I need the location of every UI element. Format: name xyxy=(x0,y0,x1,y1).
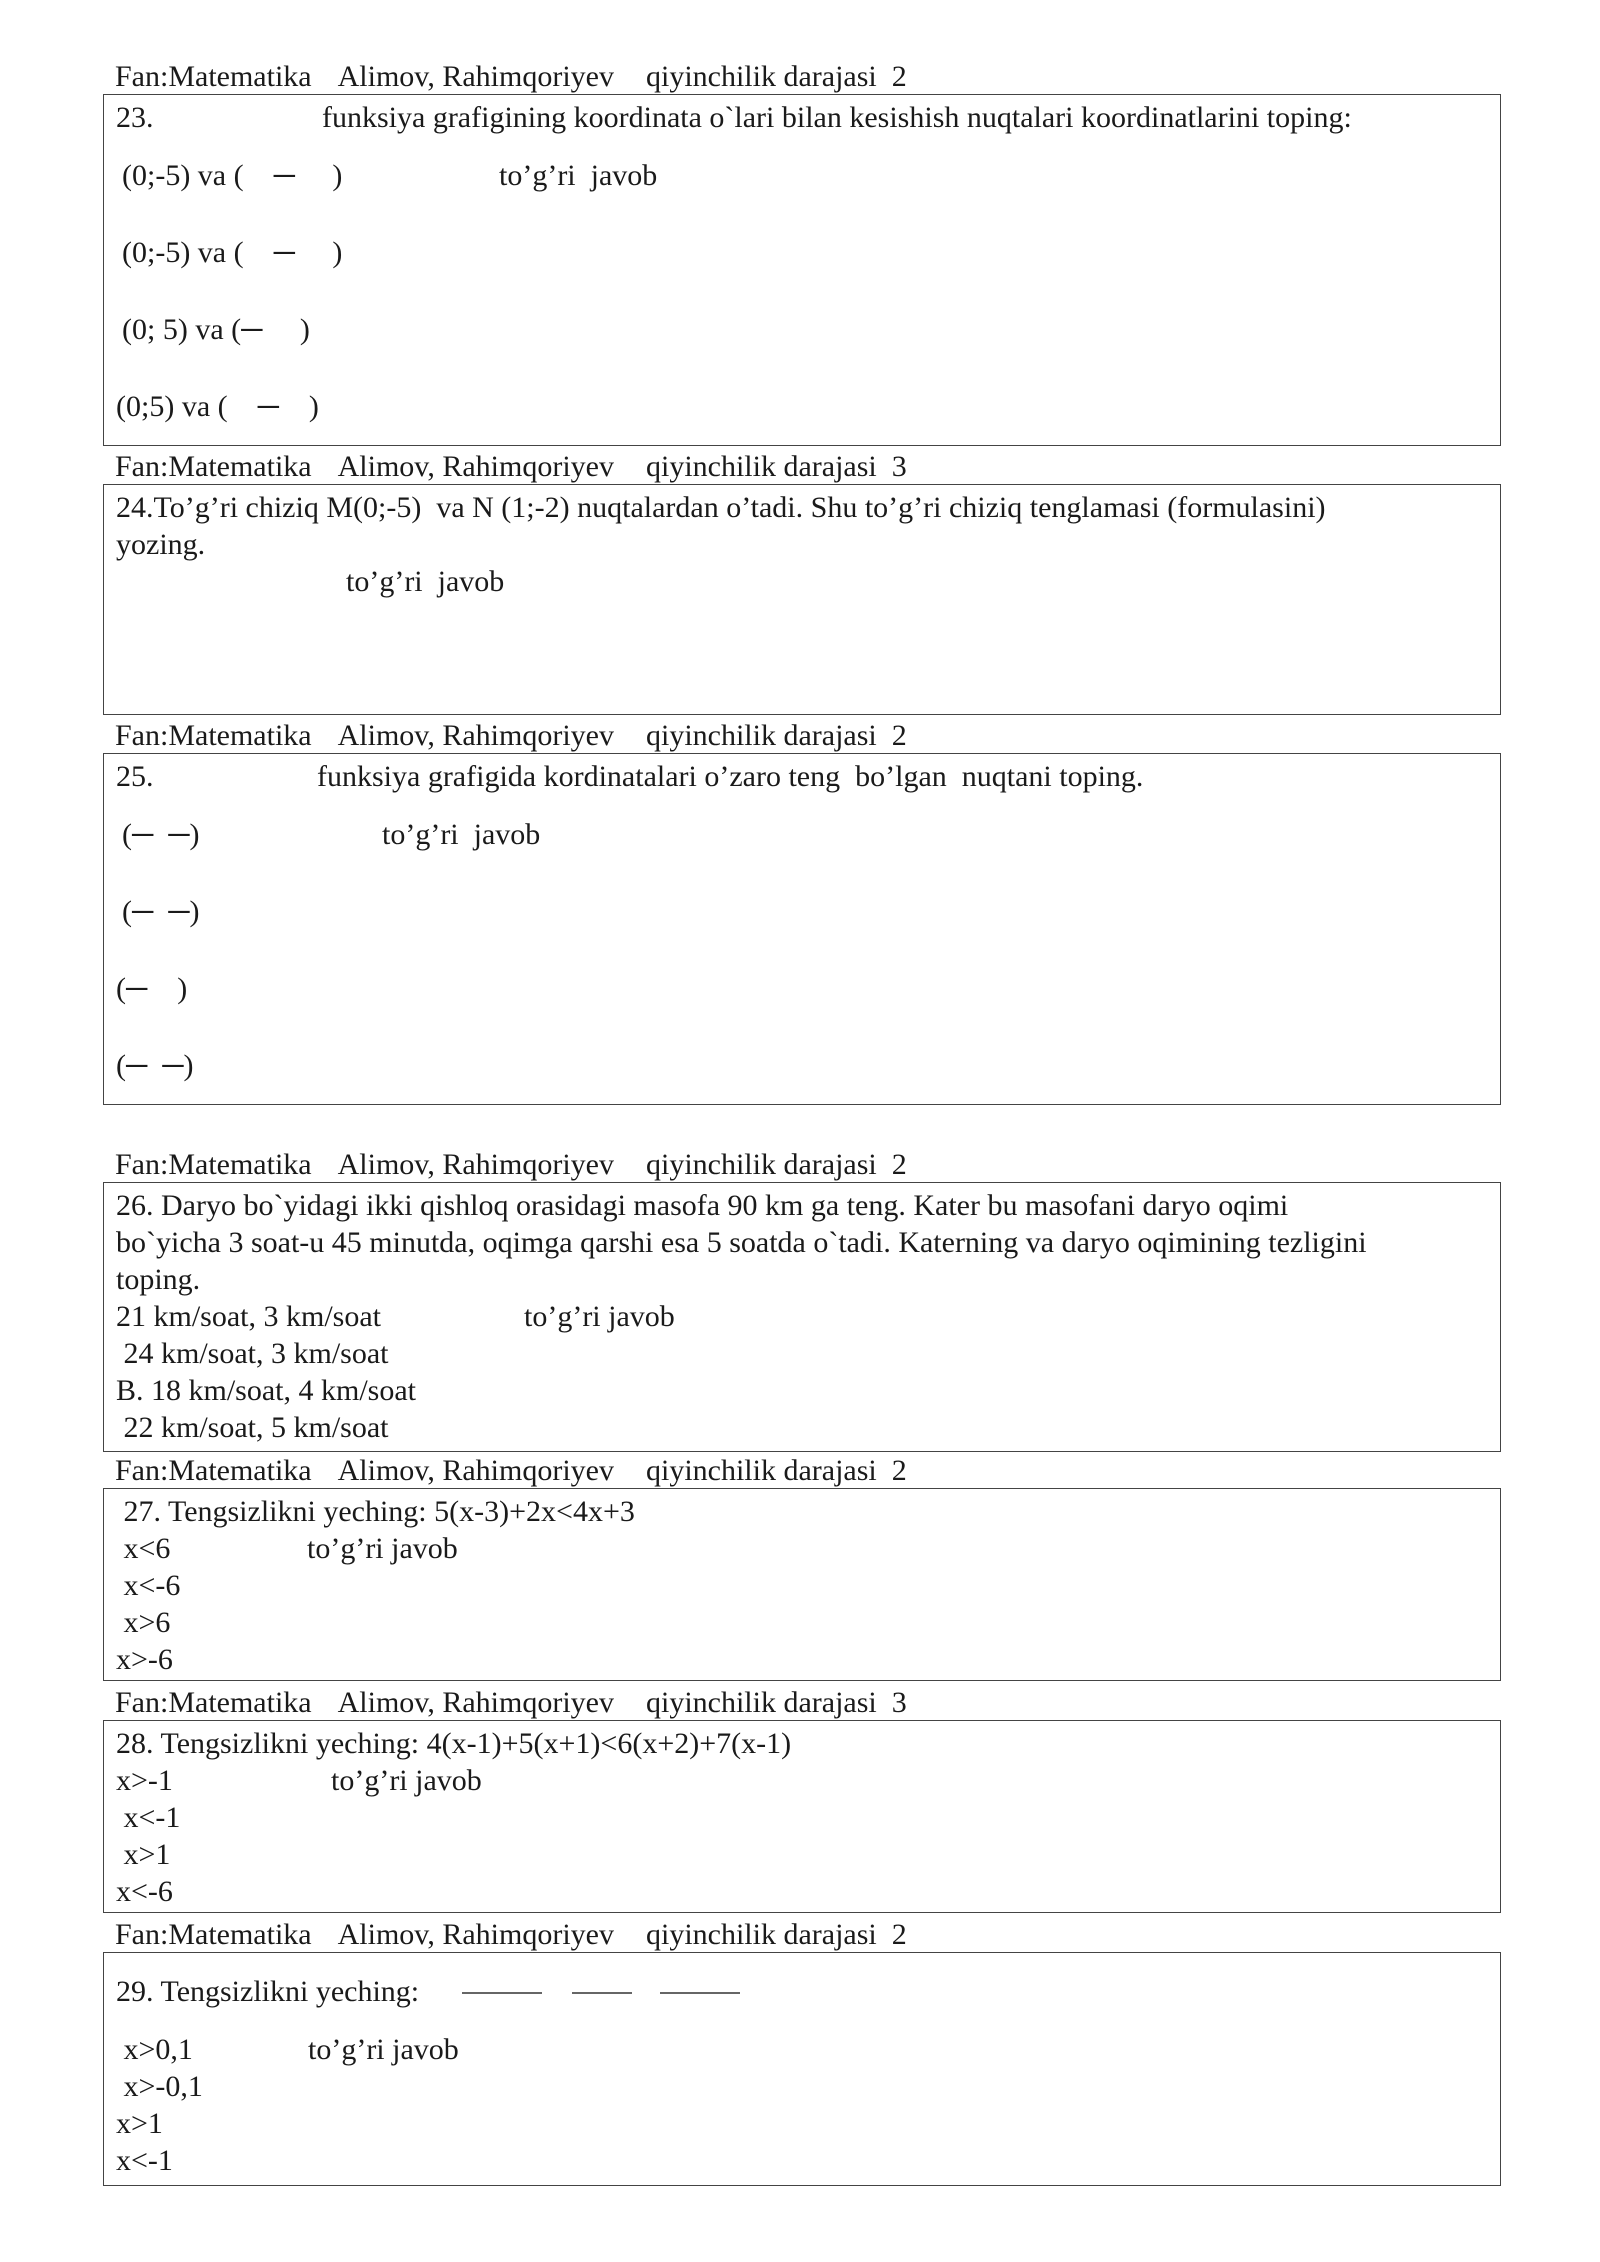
answer-option: x>-1 xyxy=(116,1764,173,1797)
answer-option: (─ ─) xyxy=(122,818,200,851)
question-box-28 xyxy=(103,1720,1501,1913)
answer-option: x>1 xyxy=(116,2107,163,2140)
answer-option: (─ ─) xyxy=(122,895,200,928)
answer-option: 21 km/soat, 3 km/soat xyxy=(116,1300,381,1333)
question-header: Fan:Matematika Alimov, Rahimqoriyev qiyinchilik darajasi 2 xyxy=(115,719,907,752)
question-header: Fan:Matematika Alimov, Rahimqoriyev qiyinchilik darajasi 2 xyxy=(115,60,907,93)
question-text: funksiya grafigining koordinata o`lari bilan kesishish nuqtalari koordinatlarini toping: xyxy=(322,101,1352,134)
fraction-bars xyxy=(454,1983,754,2003)
answer-option: (0;-5) va ( ─ ) xyxy=(122,159,343,192)
question-text: yozing. xyxy=(116,528,206,561)
answer-option: x<-1 xyxy=(116,1801,181,1834)
correct-answer-label: to’g’ri javob xyxy=(308,2033,459,2066)
answer-option: (─ ) xyxy=(116,972,188,1005)
question-text: funksiya grafigida kordinatalari o’zaro teng bo’lgan nuqtani toping. xyxy=(317,760,1144,793)
correct-answer-label: to’g’ri javob xyxy=(307,1532,458,1565)
answer-option: x>6 xyxy=(116,1606,171,1639)
correct-answer-label: to’g’ri javob xyxy=(382,818,541,851)
answer-option: x>1 xyxy=(116,1838,171,1871)
answer-option: 22 km/soat, 5 km/soat xyxy=(116,1411,389,1444)
answer-option: x<-6 xyxy=(116,1875,173,1908)
correct-answer-label: to’g’ri javob xyxy=(499,159,658,192)
question-header: Fan:Matematika Alimov, Rahimqoriyev qiyinchilik darajasi 2 xyxy=(115,1454,907,1487)
question-text: 24.To’g’ri chiziq M(0;-5) va N (1;-2) nuqtalardan o’tadi. Shu to’g’ri chiziq tenglamasi (formulasini) xyxy=(116,491,1326,524)
question-header: Fan:Matematika Alimov, Rahimqoriyev qiyinchilik darajasi 2 xyxy=(115,1148,907,1181)
question-header: Fan:Matematika Alimov, Rahimqoriyev qiyinchilik darajasi 3 xyxy=(115,1686,907,1719)
question-text: 26. Daryo bo`yidagi ikki qishloq orasidagi masofa 90 km ga teng. Kater bu masofani daryo oqimi xyxy=(116,1189,1289,1222)
answer-option: x<-1 xyxy=(116,2144,173,2177)
answer-option: (0;-5) va ( ─ ) xyxy=(122,236,343,269)
correct-answer-label: to’g’ri javob xyxy=(524,1300,675,1333)
correct-answer-label: to’g’ri javob xyxy=(346,565,505,598)
question-number: 23. xyxy=(116,101,154,134)
answer-option: 24 km/soat, 3 km/soat xyxy=(116,1337,389,1370)
answer-option: x>-6 xyxy=(116,1643,173,1676)
question-header: Fan:Matematika Alimov, Rahimqoriyev qiyinchilik darajasi 2 xyxy=(115,1918,907,1951)
question-box-26 xyxy=(103,1182,1501,1452)
question-text: 27. Tengsizlikni yeching: 5(x-3)+2x<4x+3 xyxy=(116,1495,635,1528)
question-text: 29. Tengsizlikni yeching: xyxy=(116,1975,420,2008)
question-header: Fan:Matematika Alimov, Rahimqoriyev qiyinchilik darajasi 3 xyxy=(115,450,907,483)
question-box-25 xyxy=(103,753,1501,1105)
answer-option: B. 18 km/soat, 4 km/soat xyxy=(116,1374,416,1407)
answer-option: x>0,1 xyxy=(116,2033,193,2066)
answer-option: x>-0,1 xyxy=(116,2070,203,2103)
question-text: bo`yicha 3 soat-u 45 minutda, oqimga qarshi esa 5 soatda o`tadi. Katerning va daryo oqimining tezligini xyxy=(116,1226,1367,1259)
answer-option: (0; 5) va (─ ) xyxy=(122,313,310,346)
question-text: toping. xyxy=(116,1263,201,1296)
question-box-27 xyxy=(103,1488,1501,1681)
answer-option: (0;5) va ( ─ ) xyxy=(116,390,319,423)
question-box-24 xyxy=(103,484,1501,715)
question-number: 25. xyxy=(116,760,154,793)
answer-option: x<-6 xyxy=(116,1569,181,1602)
correct-answer-label: to’g’ri javob xyxy=(331,1764,482,1797)
answer-option: (─ ─) xyxy=(116,1049,194,1082)
question-text: 28. Tengsizlikni yeching: 4(x-1)+5(x+1)<6(x+2)+7(x-1) xyxy=(116,1727,792,1760)
question-box-23 xyxy=(103,94,1501,446)
question-box-29 xyxy=(103,1952,1501,2186)
answer-option: x<6 xyxy=(116,1532,171,1565)
